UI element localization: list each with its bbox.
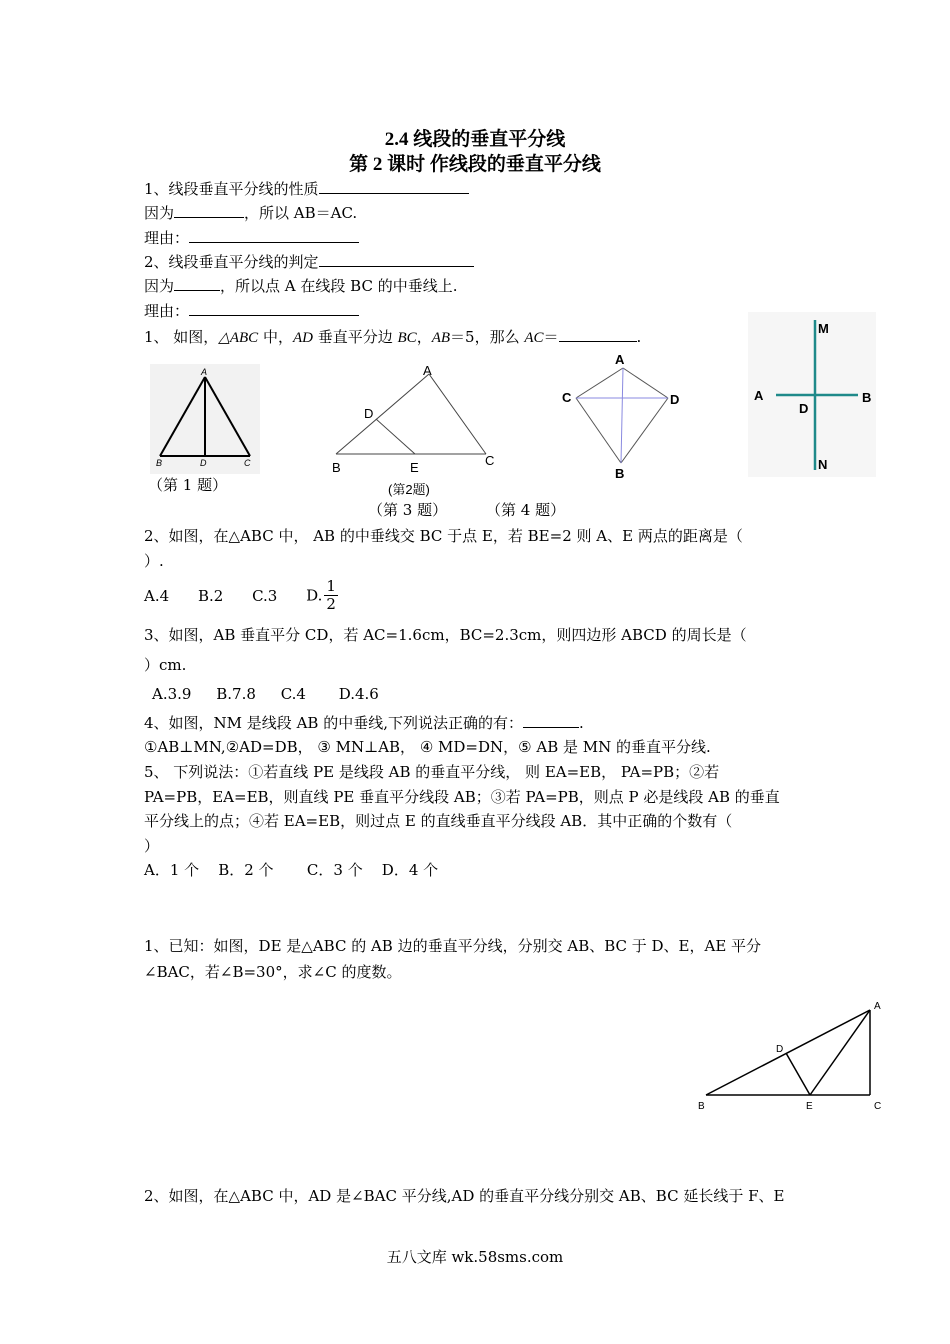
label-c: C [244, 458, 251, 468]
option-c[interactable]: C.4 [280, 685, 306, 703]
question-5-line4: ） [144, 837, 160, 855]
review-item-1-because: 因为 ，所以 AB＝AC. [144, 204, 358, 222]
problem-1-cont: ∠BAC，若∠B=30°，求∠C 的度数。 [144, 963, 402, 981]
label-a: A [615, 352, 625, 367]
question-2: 2、如图，在△ABC 中， AB 的中垂线交 BC 于点 E，若 BE=2 则 A、E 两点的距离是（ [144, 527, 743, 545]
question-5-line3: 平分线上的点；④若 EA=EB，则过点 E 的直线垂直平分线段 AB．其中正确的个数有（ [144, 812, 733, 830]
segment-ae [810, 1010, 870, 1095]
page-subtitle: 第 2 课时 作线段的垂直平分线 [349, 154, 601, 175]
label-a: A [201, 367, 208, 377]
label-b: B [698, 1101, 705, 1112]
label-b: B [615, 466, 625, 481]
option-d[interactable]: D. $\frac{1}{2}$ [306, 577, 336, 613]
figure-2 [326, 358, 506, 478]
segment-ac [576, 368, 623, 398]
label-n: N [818, 457, 828, 472]
label-d: D [799, 401, 809, 416]
question-4-statements: ①AB⊥MN,②AD=DB， ③ MN⊥AB， ④ MD=DN，⑤ AB 是 MN 的垂直平分线. [144, 738, 711, 756]
review-item-1: 1、线段垂直平分线的性质 [144, 178, 469, 199]
question-5: 5、 下列说法：①若直线 PE 是线段 AB 的垂直平分线， 则 EA=EB， PA=PB；②若 [144, 763, 720, 781]
figure-3-caption: （第 3 题） [368, 501, 448, 519]
figure-5 [694, 995, 890, 1113]
segment-db [621, 398, 668, 463]
question-5-line2: PA=PB，EA=EB，则直线 PE 垂直平分线段 AB；③若 PA=PB，则点 P 必是线段 AB 的垂直 [144, 788, 780, 806]
label-a: A [754, 388, 764, 403]
question-5-options[interactable]: A．1 个 B．2 个 C．3 个 D．4 个 [144, 861, 439, 879]
figure-2-caption: (第2题) [388, 482, 430, 497]
option-b[interactable]: B.7.8 [216, 685, 256, 703]
answer-blank[interactable] [523, 712, 579, 728]
question-3-cont: ）cm. [144, 656, 187, 674]
answer-blank[interactable] [319, 251, 474, 267]
label-d: D [776, 1044, 784, 1055]
review-item-2: 2、线段垂直平分线的判定 [144, 251, 474, 272]
review-item-2-because: 因为 ，所以点 A 在线段 BC 的中垂线上. [144, 277, 458, 295]
question-3-options [152, 684, 379, 704]
label-b: B [862, 390, 872, 405]
option-b[interactable]: B.2 [197, 586, 224, 605]
question-4: 4、如图，NM 是线段 AB 的中垂线,下列说法正确的有： . [144, 714, 584, 732]
label-a: A [874, 1001, 881, 1012]
review-item-1-reason: 理由： [144, 227, 359, 248]
figure-1 [150, 364, 260, 474]
answer-blank[interactable] [189, 227, 359, 243]
option-a[interactable]: A.3.9 [152, 685, 192, 703]
figure-1-caption: （第 1 题） [148, 476, 228, 494]
review-item-2-reason: 理由： [144, 300, 359, 321]
label-c: C [485, 453, 495, 468]
label-c: C [562, 390, 572, 405]
label-b: B [332, 460, 341, 475]
label-b: B [156, 458, 163, 468]
fraction-one-half: $\frac{1}{2}$ [326, 577, 336, 613]
footer-watermark: 五八文库 wk.58sms.com [386, 1248, 564, 1266]
problem-2: 2、如图，在△ABC 中，AD 是∠BAC 平分线,AD 的垂直平分线分别交 AB、BC 延长线于 F、E [144, 1187, 785, 1205]
label-e: E [806, 1101, 813, 1112]
question-1: 1、 如图，△ABC 中，AD 垂直平分边 BC，AB＝5，那么 AC＝ . [144, 328, 642, 346]
answer-blank[interactable] [189, 300, 359, 316]
segment-ad [623, 368, 668, 398]
label-d: D [200, 458, 207, 468]
option-a[interactable]: A.4 [144, 586, 170, 605]
label-m: M [818, 321, 829, 336]
segment-de [786, 1053, 810, 1095]
answer-blank[interactable] [559, 326, 637, 342]
option-d[interactable]: D.4.6 [338, 685, 379, 703]
segment-cb [576, 398, 621, 463]
label-d: D [364, 406, 374, 421]
segment-de [376, 419, 415, 454]
segment-ab [621, 368, 623, 463]
label-a: A [423, 363, 432, 378]
figure-3 [555, 348, 690, 483]
segment-ab [336, 374, 429, 454]
problem-1: 1、已知：如图，DE 是△ABC 的 AB 边的垂直平分线，分别交 AB、BC 于 D、E，AE 平分 [144, 937, 762, 955]
option-c[interactable]: C.3 [252, 586, 278, 605]
answer-blank[interactable] [174, 202, 244, 218]
question-3: 3、如图，AB 垂直平分 CD，若 AC=1.6cm，BC=2.3cm，则四边形 ABCD 的周长是（ [144, 626, 747, 644]
label-e: E [410, 460, 419, 475]
page-title: 2.4 线段的垂直平分线 [384, 129, 566, 150]
answer-blank[interactable] [319, 178, 469, 194]
question-2-cont: ）. [144, 552, 164, 570]
answer-blank[interactable] [174, 275, 220, 291]
segment-ac [429, 374, 486, 454]
label-c: C [874, 1101, 882, 1112]
label-d: D [670, 392, 680, 407]
segment-ab [706, 1010, 870, 1095]
figure-4-caption: （第 4 题） [486, 501, 566, 519]
question-2-options [144, 578, 338, 613]
figure-4 [748, 312, 876, 477]
